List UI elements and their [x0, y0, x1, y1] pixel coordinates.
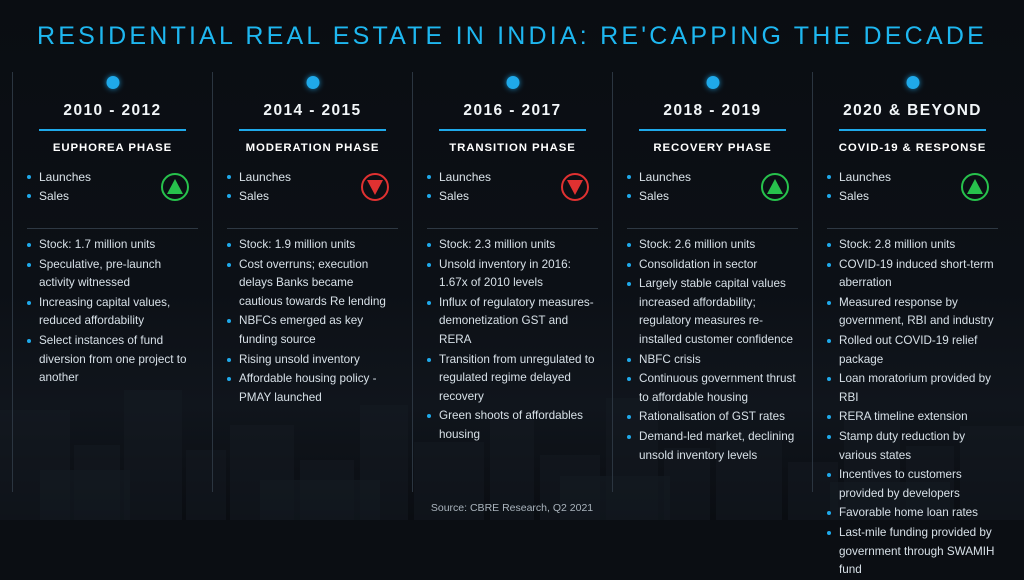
section-divider	[627, 228, 798, 229]
list-item: Stock: 1.7 million units	[27, 236, 198, 255]
phase-years: 2020 & BEYOND	[843, 102, 982, 119]
phase-years: 2014 - 2015	[263, 102, 362, 119]
source-note: Source: CBRE Research, Q2 2021	[430, 502, 594, 514]
legend-item: Sales	[427, 187, 598, 206]
timeline-column-2014-2015[interactable]	[213, 72, 413, 492]
list-item: Transition from unregulated to regulated regime delayed recovery	[427, 351, 598, 407]
list-item: Loan moratorium provided by RBI	[827, 370, 998, 407]
arrow-up-icon	[760, 172, 790, 202]
legend-item: Sales	[627, 187, 798, 206]
list-item: Largely stable capital values increased affordability; regulatory measures re-installed customer confidence	[627, 275, 798, 349]
section-divider	[827, 228, 998, 229]
points-list	[627, 236, 798, 465]
points-list	[27, 236, 198, 388]
legend-item: Sales	[227, 187, 398, 206]
phase-name: RECOVERY PHASE	[653, 142, 772, 154]
legend-item: Sales	[827, 187, 998, 206]
legend-item: Launches	[227, 168, 398, 187]
legend-item: Sales	[27, 187, 198, 206]
legend-item: Launches	[427, 168, 598, 187]
legend	[427, 168, 598, 220]
list-item: Continuous government thrust to affordable housing	[627, 370, 798, 407]
section-divider	[227, 228, 398, 229]
list-item: Speculative, pre-launch activity witnessed	[27, 256, 198, 293]
legend	[227, 168, 398, 220]
list-item: NBFC crisis	[627, 351, 798, 370]
list-item: Unsold inventory in 2016: 1.67x of 2010 levels	[427, 256, 598, 293]
list-item: Increasing capital values, reduced affordability	[27, 294, 198, 331]
timeline-dot-icon	[106, 76, 119, 89]
list-item: Demand-led market, declining unsold inventory levels	[627, 428, 798, 465]
list-item: Stock: 2.6 million units	[627, 236, 798, 255]
list-item: Stock: 2.3 million units	[427, 236, 598, 255]
timeline-dot-icon	[306, 76, 319, 89]
list-item: Rising unsold inventory	[227, 351, 398, 370]
page-title: RESIDENTIAL REAL ESTATE IN INDIA: RE'CAPPING THE DECADE	[37, 22, 987, 50]
legend	[827, 168, 998, 220]
list-item: COVID-19 induced short-term aberration	[827, 256, 998, 293]
phase-name: EUPHOREA PHASE	[52, 142, 173, 154]
phase-underline	[839, 129, 986, 131]
timeline-dot-icon	[706, 76, 719, 89]
phase-years: 2018 - 2019	[663, 102, 762, 119]
legend	[627, 168, 798, 220]
arrow-up-icon	[960, 172, 990, 202]
list-item: Green shoots of affordables housing	[427, 407, 598, 444]
list-item: NBFCs emerged as key funding source	[227, 312, 398, 349]
list-item: Cost overruns; execution delays Banks became cautious towards Re lending	[227, 256, 398, 312]
points-list	[227, 236, 398, 407]
phase-underline	[639, 129, 786, 131]
list-item: Influx of regulatory measures- demonetization GST and RERA	[427, 294, 598, 350]
timeline-column-2016-2017[interactable]	[413, 72, 613, 492]
timeline-column-2020-beyond[interactable]	[813, 72, 1012, 577]
legend-item: Launches	[627, 168, 798, 187]
timeline-dot-icon	[906, 76, 919, 89]
points-list	[427, 236, 598, 445]
list-item: Consolidation in sector	[627, 256, 798, 275]
section-divider	[27, 228, 198, 229]
timeline-column-2018-2019[interactable]	[613, 72, 813, 492]
phase-years: 2010 - 2012	[63, 102, 162, 119]
arrow-down-icon	[560, 172, 590, 202]
phase-name: COVID-19 & RESPONSE	[838, 142, 987, 154]
list-item: Measured response by government, RBI and industry	[827, 294, 998, 331]
phase-name: MODERATION PHASE	[245, 142, 380, 154]
list-item: Stock: 1.9 million units	[227, 236, 398, 255]
list-item: Stock: 2.8 million units	[827, 236, 998, 255]
list-item: Last-mile funding provided by government through SWAMIH fund	[827, 524, 998, 580]
arrow-down-icon	[360, 172, 390, 202]
phase-name: TRANSITION PHASE	[449, 142, 576, 154]
phase-underline	[239, 129, 386, 131]
list-item: Incentives to customers provided by developers	[827, 466, 998, 503]
timeline-column-2010-2012[interactable]	[12, 72, 213, 492]
arrow-up-icon	[160, 172, 190, 202]
list-item: Rationalisation of GST rates	[627, 408, 798, 427]
list-item: Rolled out COVID-19 relief package	[827, 332, 998, 369]
list-item: Favorable home loan rates	[827, 504, 998, 523]
phase-underline	[39, 129, 186, 131]
section-divider	[427, 228, 598, 229]
points-list	[827, 236, 998, 580]
phase-underline	[439, 129, 586, 131]
legend-item: Launches	[27, 168, 198, 187]
list-item: Select instances of fund diversion from one project to another	[27, 332, 198, 388]
list-item: Affordable housing policy - PMAY launched	[227, 370, 398, 407]
list-item: Stamp duty reduction by various states	[827, 428, 998, 465]
legend-item: Launches	[827, 168, 998, 187]
list-item: RERA timeline extension	[827, 408, 998, 427]
phase-years: 2016 - 2017	[463, 102, 562, 119]
timeline-dot-icon	[506, 76, 519, 89]
legend	[27, 168, 198, 220]
